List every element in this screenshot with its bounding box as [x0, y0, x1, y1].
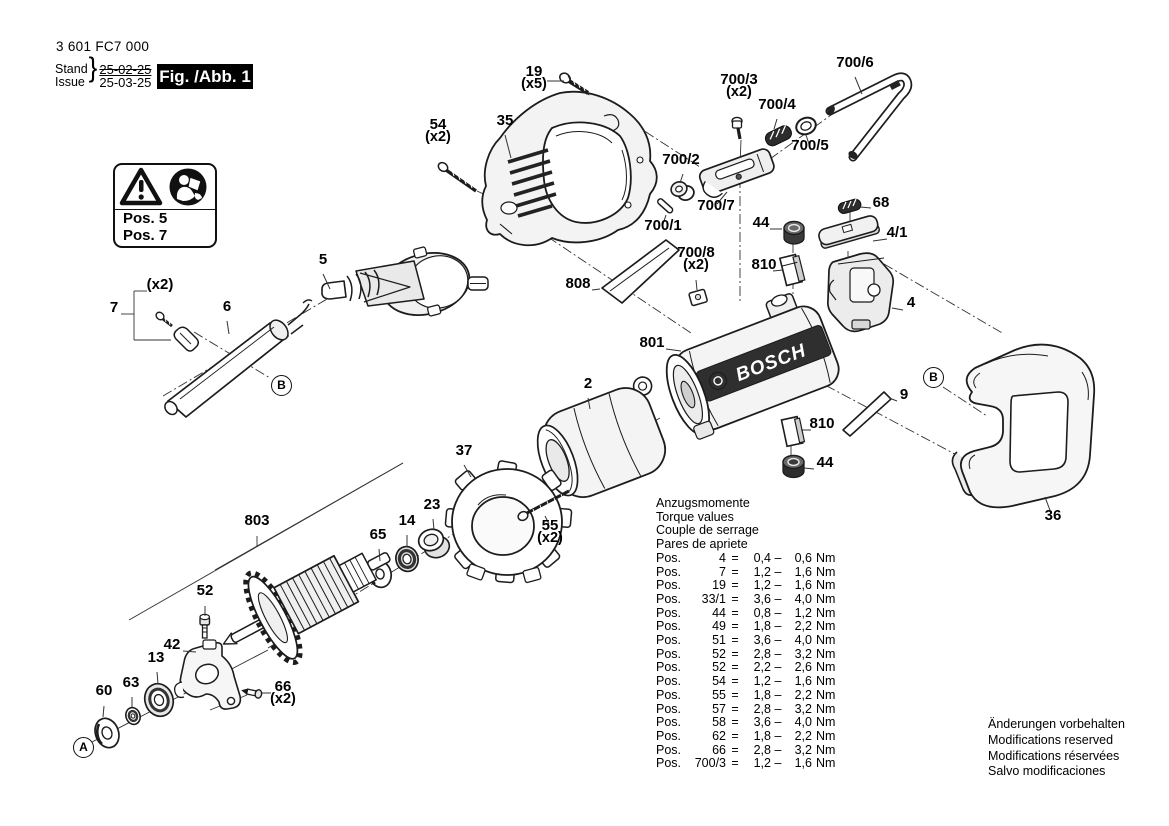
torque-cell-pos: 44 — [712, 605, 726, 620]
safety-pos-lines — [123, 211, 167, 244]
callout-label: 68 — [872, 194, 890, 211]
torque-cell-eq: = — [731, 715, 739, 730]
callout-label: 2 — [583, 375, 593, 392]
brand-label: BOSCH — [733, 340, 810, 387]
torque-cell-pre: Pos. — [656, 715, 682, 730]
part-700-2-nut — [669, 180, 696, 203]
torque-cell-pre: Pos. — [656, 701, 682, 716]
torque-cell-eq: = — [731, 633, 739, 648]
part-callout-65 — [370, 528, 387, 541]
torque-cell-eq: = — [731, 564, 739, 579]
torque-cell-dash: – — [774, 646, 782, 661]
part-callout-6 — [223, 300, 231, 313]
torque-cell-max: 2,2 — [794, 619, 812, 634]
part-44-cap-lower — [783, 456, 804, 478]
torque-cell-eq: = — [731, 578, 739, 593]
torque-row — [656, 566, 839, 580]
ref-marker-B: B — [923, 367, 944, 388]
part-callout-2 — [584, 377, 592, 390]
torque-cell-pos: 33/1 — [701, 591, 726, 606]
part-700-5-ring — [794, 115, 819, 137]
callout-label: 9 — [899, 386, 909, 403]
safety-pos-line: Pos. 5 — [123, 210, 168, 227]
torque-cell-eq: = — [731, 660, 739, 675]
torque-cell-unit: Nm — [816, 701, 836, 716]
part-callout-4 — [907, 296, 915, 309]
callout-label: 810 — [751, 256, 777, 273]
torque-cell-pos: 52 — [712, 646, 726, 661]
torque-cell-min: 1,2 — [753, 578, 771, 593]
callout-label: 55 — [541, 517, 559, 534]
part-callout-700-5 — [791, 139, 829, 152]
torque-cell-eq: = — [731, 605, 739, 620]
torque-cell-max: 3,2 — [794, 646, 812, 661]
torque-row — [656, 579, 839, 593]
torque-cell-pos: 55 — [712, 687, 726, 702]
part-callout-700-1 — [644, 219, 682, 232]
torque-title-line: Anzugsmomente — [656, 496, 750, 510]
torque-table-titles — [656, 497, 839, 552]
callout-label: 808 — [565, 275, 591, 292]
callout-label: 700/4 — [758, 96, 796, 113]
ref-marker-A: A — [73, 737, 94, 758]
callout-label: 42 — [163, 636, 181, 653]
torque-cell-min: 2,8 — [753, 742, 771, 757]
callout-label: 19 — [525, 63, 543, 80]
torque-cell-pos: 58 — [712, 715, 726, 730]
torque-row — [656, 675, 839, 689]
callout-label: 23 — [423, 496, 441, 513]
revision-block — [55, 51, 152, 90]
part-700-4-spring — [763, 124, 793, 148]
part-callout-68 — [873, 196, 890, 209]
callout-count: (x2) — [683, 257, 709, 273]
callout-label: 63 — [122, 674, 140, 691]
part-4-switch — [828, 253, 893, 331]
figure-label: Fig. /Abb. 1 — [157, 64, 253, 89]
torque-cell-eq: = — [731, 646, 739, 661]
torque-cell-dash: – — [774, 687, 782, 702]
torque-cell-dash: – — [774, 742, 782, 757]
torque-cell-unit: Nm — [816, 564, 836, 579]
part-callout-42 — [164, 638, 181, 651]
part-700-3-screw — [732, 117, 742, 139]
callout-count: (x2) — [726, 84, 752, 100]
part-700-6-handle-rod — [826, 77, 908, 161]
torque-cell-max: 2,2 — [794, 687, 812, 702]
torque-cell-max: 1,6 — [794, 578, 812, 593]
torque-cell-unit: Nm — [816, 646, 836, 661]
part-66-screw — [241, 686, 262, 698]
torque-cell-pre: Pos. — [656, 633, 682, 648]
torque-title-line: Couple de serrage — [656, 523, 759, 538]
torque-row — [656, 744, 839, 758]
torque-cell-min: 0,8 — [753, 605, 771, 620]
torque-cell-min: 0,4 — [753, 550, 771, 565]
part-42-bracket — [175, 640, 241, 709]
torque-cell-pre: Pos. — [656, 742, 682, 757]
issue-date: 25-03-25 — [99, 75, 152, 90]
torque-cell-dash: – — [774, 701, 782, 716]
torque-cell-pos: 66 — [712, 742, 726, 757]
footer-line: Modifications réservées — [988, 748, 1120, 763]
part-callout-35 — [497, 114, 514, 127]
part-callout-810 — [751, 258, 776, 271]
callout-label: 801 — [639, 334, 665, 351]
torque-cell-unit: Nm — [816, 550, 836, 565]
part-callout-808 — [565, 277, 590, 290]
torque-cell-min: 3,6 — [753, 715, 771, 730]
torque-cell-max: 1,6 — [794, 756, 812, 771]
torque-cell-pre: Pos. — [656, 687, 682, 702]
torque-cell-unit: Nm — [816, 674, 836, 689]
torque-cell-pos: 7 — [719, 564, 726, 579]
part-callout-52 — [197, 584, 214, 597]
callout-label: 700/3 — [720, 71, 758, 88]
revision-brace: } — [88, 51, 98, 83]
part-callout-700-6 — [836, 56, 874, 69]
torque-row — [656, 593, 839, 607]
torque-cell-min: 3,6 — [753, 633, 771, 648]
torque-cell-unit: Nm — [816, 578, 836, 593]
callout-label: 4 — [906, 294, 916, 311]
part-callout--x2- — [147, 278, 174, 291]
callout-label: 700/8 — [677, 244, 715, 261]
part-36-handle — [952, 345, 1094, 508]
part-54-screw — [437, 161, 476, 191]
torque-table — [656, 497, 839, 771]
modifications-footer — [988, 717, 1125, 780]
torque-cell-unit: Nm — [816, 728, 836, 743]
torque-cell-pos: 51 — [712, 633, 726, 648]
torque-title-line: Pares de apriete — [656, 537, 748, 552]
torque-cell-min: 2,2 — [753, 660, 771, 675]
torque-cell-dash: – — [774, 564, 782, 579]
part-68-spring — [837, 198, 862, 215]
part-23-ring — [416, 526, 452, 561]
part-callout-700-4 — [758, 98, 796, 111]
footer-line: Salvo modificaciones — [988, 764, 1106, 779]
torque-cell-eq: = — [731, 591, 739, 606]
torque-cell-pos: 49 — [712, 619, 726, 634]
torque-cell-max: 2,6 — [794, 660, 812, 675]
part-700-1-pin — [657, 198, 674, 214]
part-callout-803 — [244, 514, 269, 527]
torque-cell-max: 4,0 — [794, 591, 812, 606]
issue-label: Issue — [55, 75, 85, 89]
torque-row — [656, 716, 839, 730]
torque-cell-eq: = — [731, 550, 739, 565]
torque-cell-max: 1,6 — [794, 564, 812, 579]
footer-line: Änderungen vorbehalten — [988, 717, 1125, 731]
part-callout-44 — [817, 456, 834, 469]
torque-cell-max: 2,2 — [794, 728, 812, 743]
callout-label: 810 — [809, 415, 835, 432]
torque-cell-pre: Pos. — [656, 605, 682, 620]
torque-table-rows — [656, 552, 839, 771]
torque-cell-pos: 54 — [712, 674, 726, 689]
part-callout-19 — [521, 65, 547, 91]
torque-cell-unit: Nm — [816, 591, 836, 606]
part-callout-810 — [809, 417, 834, 430]
torque-cell-unit: Nm — [816, 605, 836, 620]
torque-cell-min: 1,2 — [753, 674, 771, 689]
torque-cell-min: 2,8 — [753, 701, 771, 716]
torque-row — [656, 620, 839, 634]
torque-cell-pre: Pos. — [656, 578, 682, 593]
torque-cell-unit: Nm — [816, 687, 836, 702]
torque-cell-max: 1,2 — [794, 605, 812, 620]
part-callout-700-8 — [677, 246, 715, 272]
part-callout-13 — [148, 651, 165, 664]
callout-label: 700/1 — [644, 217, 682, 234]
torque-cell-eq: = — [731, 728, 739, 743]
callout-count: (x5) — [521, 76, 547, 92]
callout-label: 54 — [429, 116, 447, 133]
torque-cell-eq: = — [731, 742, 739, 757]
part-callout-700-3 — [720, 73, 758, 99]
callout-label: 6 — [222, 298, 232, 315]
torque-cell-dash: – — [774, 633, 782, 648]
torque-row — [656, 607, 839, 621]
callout-label: 803 — [244, 512, 270, 529]
part-callout-4-1 — [887, 226, 908, 239]
torque-cell-pre: Pos. — [656, 756, 682, 771]
torque-cell-min: 3,6 — [753, 591, 771, 606]
part-14-bearing — [393, 544, 421, 574]
part-callout-7 — [110, 301, 118, 314]
torque-cell-min: 2,8 — [753, 646, 771, 661]
part-callout-801 — [639, 336, 664, 349]
torque-cell-dash: – — [774, 728, 782, 743]
read-manual-icon — [170, 169, 207, 206]
part-callout-37 — [456, 444, 473, 457]
part-810-brush-lower — [781, 416, 804, 446]
callout-label: 7 — [109, 299, 119, 316]
torque-cell-dash: – — [774, 756, 782, 771]
torque-cell-dash: – — [774, 619, 782, 634]
torque-cell-dash: – — [774, 605, 782, 620]
torque-cell-max: 3,2 — [794, 742, 812, 757]
callout-label: 5 — [318, 251, 328, 268]
torque-row — [656, 703, 839, 717]
warning-triangle-icon — [122, 170, 160, 203]
ref-marker-B: B — [271, 375, 292, 396]
torque-cell-pre: Pos. — [656, 564, 682, 579]
torque-cell-dash: – — [774, 715, 782, 730]
part-callout-9 — [900, 388, 908, 401]
torque-cell-pre: Pos. — [656, 646, 682, 661]
part-callout-63 — [123, 676, 140, 689]
torque-cell-dash: – — [774, 591, 782, 606]
part-700-8-square-nut — [689, 289, 708, 306]
part-44-cap-upper — [784, 222, 804, 245]
part-callout-44 — [753, 216, 770, 229]
part-52-screw — [200, 614, 210, 638]
callout-label: 13 — [147, 649, 165, 666]
callout-label: 36 — [1044, 507, 1062, 524]
torque-cell-max: 1,6 — [794, 674, 812, 689]
torque-cell-max: 0,6 — [794, 550, 812, 565]
torque-row — [656, 552, 839, 566]
torque-cell-max: 4,0 — [794, 633, 812, 648]
torque-cell-pre: Pos. — [656, 674, 682, 689]
callout-label: 44 — [752, 214, 770, 231]
part-callout-60 — [96, 684, 113, 697]
torque-cell-max: 3,2 — [794, 701, 812, 716]
torque-cell-eq: = — [731, 687, 739, 702]
callout-label: 700/5 — [791, 137, 829, 154]
stand-label: Stand — [55, 62, 88, 76]
torque-cell-min: 1,8 — [753, 728, 771, 743]
torque-cell-pos: 62 — [712, 728, 726, 743]
part-810-brush-upper — [780, 254, 805, 286]
type-number: 3 601 FC7 000 — [56, 39, 150, 54]
part-callout-66 — [270, 680, 296, 706]
callout-label: 37 — [455, 442, 473, 459]
torque-cell-pre: Pos. — [656, 728, 682, 743]
torque-cell-pre: Pos. — [656, 591, 682, 606]
torque-cell-dash: – — [774, 674, 782, 689]
callout-label: 700/7 — [697, 197, 735, 214]
callout-label: 60 — [95, 682, 113, 699]
torque-cell-dash: – — [774, 550, 782, 565]
part-callout-55 — [537, 519, 563, 545]
footer-line: Modifications reserved — [988, 732, 1114, 747]
callout-count: (x2) — [425, 129, 451, 145]
torque-cell-pos: 700/3 — [694, 756, 726, 771]
torque-row — [656, 661, 839, 675]
torque-cell-dash: – — [774, 660, 782, 675]
torque-row — [656, 757, 839, 771]
callout-label: 14 — [398, 512, 416, 529]
part-63-washer — [124, 706, 143, 726]
torque-cell-pre: Pos. — [656, 550, 682, 565]
part-6-cable-sleeve — [162, 300, 312, 417]
callout-label: 66 — [274, 678, 292, 695]
part-60-washer — [91, 715, 123, 751]
torque-row — [656, 730, 839, 744]
torque-cell-eq: = — [731, 674, 739, 689]
torque-cell-pos: 19 — [712, 578, 726, 593]
torque-cell-unit: Nm — [816, 619, 836, 634]
torque-cell-unit: Nm — [816, 715, 836, 730]
callout-label: 700/6 — [836, 54, 874, 71]
callout-label: 44 — [816, 454, 834, 471]
part-callout-23 — [424, 498, 441, 511]
part-callout-5 — [319, 253, 327, 266]
part-callout-36 — [1045, 509, 1062, 522]
part-19-screw — [558, 71, 588, 94]
callout-label: 4/1 — [886, 224, 908, 241]
callout-label: (x2) — [146, 276, 174, 293]
callout-label: 35 — [496, 112, 514, 129]
torque-cell-eq: = — [731, 701, 739, 716]
torque-row — [656, 634, 839, 648]
torque-cell-min: 1,8 — [753, 619, 771, 634]
torque-row — [656, 689, 839, 703]
torque-cell-max: 4,0 — [794, 715, 812, 730]
torque-cell-unit: Nm — [816, 756, 836, 771]
part-7-cord-clamp — [155, 311, 199, 351]
torque-cell-eq: = — [731, 619, 739, 634]
safety-pos-line: Pos. 7 — [123, 226, 168, 244]
torque-cell-min: 1,2 — [753, 756, 771, 771]
callout-count: (x2) — [270, 691, 296, 707]
torque-cell-pos: 4 — [719, 550, 726, 565]
callout-count: (x2) — [537, 530, 563, 546]
torque-cell-pos: 52 — [712, 660, 726, 675]
callout-label: 65 — [369, 526, 387, 543]
torque-cell-pre: Pos. — [656, 660, 682, 675]
torque-cell-pos: 57 — [712, 701, 726, 716]
part-700-7-clamp — [697, 147, 777, 200]
torque-cell-unit: Nm — [816, 633, 836, 648]
torque-cell-unit: Nm — [816, 660, 836, 675]
part-5-power-plug — [322, 244, 488, 324]
torque-cell-dash: – — [774, 578, 782, 593]
safety-icons — [115, 165, 215, 209]
part-4-1-cover — [817, 214, 880, 249]
torque-cell-eq: = — [731, 756, 739, 771]
part-808-panel — [602, 240, 679, 303]
stand-date-old: 25-02-25 — [99, 62, 152, 77]
callout-label: 52 — [196, 582, 214, 599]
part-callout-54 — [425, 118, 451, 144]
safety-notice-box — [113, 163, 217, 248]
part-callout-14 — [399, 514, 416, 527]
torque-cell-min: 1,8 — [753, 687, 771, 702]
torque-cell-min: 1,2 — [753, 564, 771, 579]
part-callout-700-7 — [697, 199, 735, 212]
torque-cell-unit: Nm — [816, 742, 836, 757]
callout-label: 700/2 — [662, 151, 700, 168]
torque-title-line: Torque values — [656, 509, 734, 524]
torque-cell-pre: Pos. — [656, 619, 682, 634]
part-callout-700-2 — [662, 153, 700, 166]
torque-row — [656, 648, 839, 662]
